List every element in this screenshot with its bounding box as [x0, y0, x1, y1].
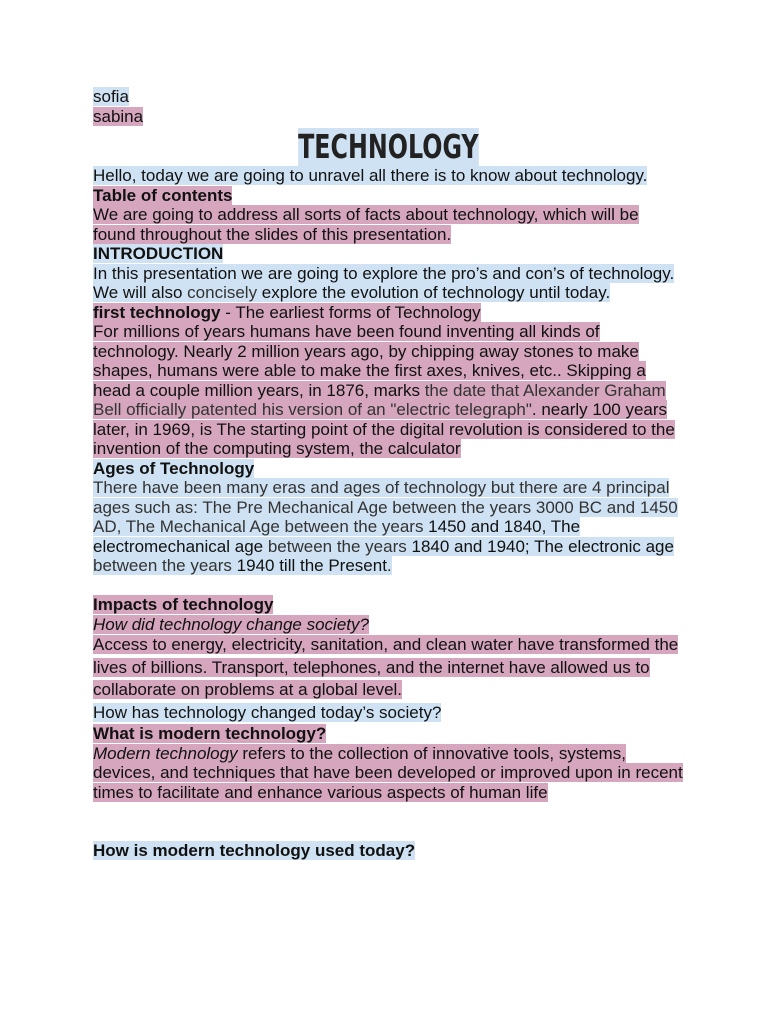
first-tech-subtitle: - The earliest forms of Technology — [220, 302, 481, 322]
modern-text-a: Modern technology — [93, 743, 238, 763]
toc-paragraph — [93, 205, 683, 244]
first-tech-text-b: the date that Alexander Graham Bell officially patented his version of an "electric telegraph" — [93, 380, 666, 419]
author-line — [93, 107, 683, 127]
intro-paragraph — [93, 166, 683, 186]
first-tech-text-c: . nearly 100 years later, in 1969, is The starting point of the digital revolution is considered to the invention of the computing system, the calculator — [93, 400, 675, 458]
impacts-question2-line — [93, 702, 683, 725]
document-title-block — [93, 128, 683, 166]
modern-heading-line — [93, 724, 683, 744]
ages-text-c: between the years — [267, 536, 412, 556]
ages-text-d: 1840 and 1940; The electronic age — [411, 536, 674, 556]
author-line — [93, 87, 683, 107]
toc-heading-line — [93, 186, 683, 206]
intro-text: Hello, today we are going to unravel all there is to know about technology. — [93, 166, 648, 185]
spacer — [93, 802, 683, 841]
introduction-paragraph — [93, 264, 683, 303]
impacts-text: Access to energy, electricity, sanitation, and clean water have transformed the lives of billions. Transport, telephones, and the internet have allowed us to collaborate on problems at a global level. — [93, 635, 679, 699]
ages-text-g: . — [386, 556, 392, 575]
ages-text-b: 1450 and 1840, The electromechanical age — [93, 517, 581, 556]
usage-heading: How is modern technology used today? — [93, 841, 416, 860]
introduction-heading-line — [93, 244, 683, 264]
usage-heading-line — [93, 841, 683, 861]
modern-paragraph — [93, 744, 683, 803]
document-page — [93, 87, 683, 861]
ages-heading-line — [93, 459, 683, 479]
spacer — [93, 576, 683, 596]
impacts-question2: How has technology changed today’s society? — [93, 702, 442, 722]
introduction-text-a: In this presentation we are going to explore the pro’s and con’s of technology. We will also — [93, 263, 675, 302]
modern-heading: What is modern technology? — [93, 724, 327, 743]
impacts-question: How did technology change society? — [93, 614, 369, 634]
ages-heading: Ages of Technology — [93, 458, 255, 478]
author-name: sofia — [93, 87, 129, 106]
introduction-heading: INTRODUCTION — [93, 244, 224, 263]
ages-text-a: There have been many eras and ages of technology but there are 4 principal ages such as: The Pre Mechanical Age between the years 3000 BC and 1450 AD, The Mechanical Age between the years — [93, 478, 678, 536]
impacts-heading-line — [93, 595, 683, 615]
document-title: TECHNOLOGY — [297, 127, 479, 166]
impacts-question-line — [93, 615, 683, 635]
modern-text-b: refers to the collection of innovative tools, systems, devices, and techniques that have been developed or improved upon in recent times to facilitate and enhance various aspects of human life — [93, 743, 683, 802]
toc-text: We are going to address all sorts of facts about technology, which will be found throughout the slides of this presentation. — [93, 205, 639, 244]
toc-heading: Table of contents — [93, 185, 233, 205]
first-tech-heading: first technology — [93, 302, 221, 322]
author-name: sabina — [93, 106, 144, 126]
introduction-text-b: concisely — [187, 283, 258, 302]
impacts-paragraph — [93, 634, 683, 702]
first-tech-paragraph — [93, 322, 683, 459]
ages-text-f: 1940 till the Present — [236, 556, 387, 575]
first-tech-text-a: For millions of years humans have been found inventing all kinds of technology. Nearly 2 million years ago, by chipping away stones to make shapes, humans were able to make the first axes, knives, etc.. Skipping a head a couple million years, in 1876, marks — [93, 322, 646, 400]
impacts-heading: Impacts of technology — [93, 595, 274, 614]
ages-paragraph — [93, 478, 683, 576]
introduction-text-c: explore the evolution of technology until today. — [257, 283, 611, 302]
ages-text-e: between the years — [93, 556, 237, 575]
first-tech-heading-line — [93, 303, 683, 323]
